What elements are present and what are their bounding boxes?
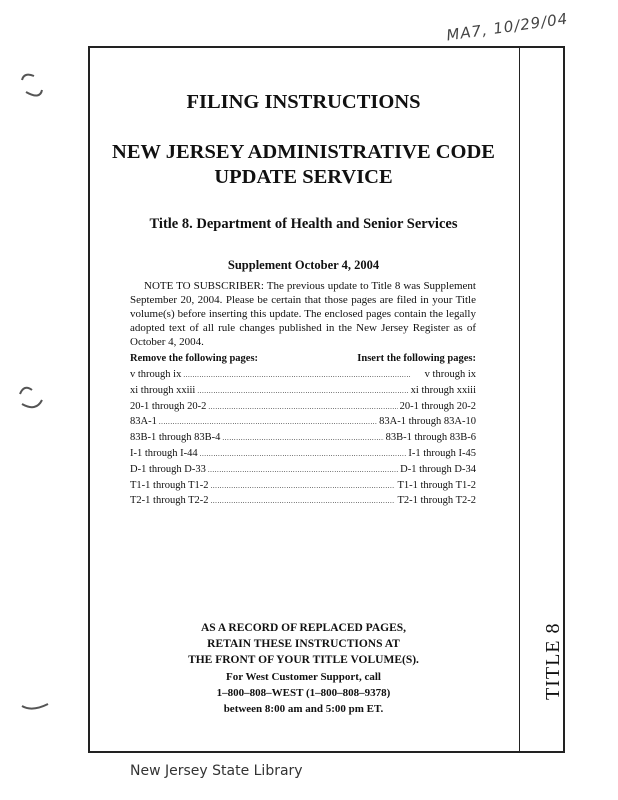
hole-punch-mark-middle (16, 384, 56, 414)
table-row (130, 448, 476, 464)
dot-leader (211, 495, 396, 506)
remove-pages: D-1 through D-33 (130, 463, 206, 475)
support-hours: between 8:00 am and 5:00 pm ET. (223, 703, 384, 715)
department-heading: Title 8. Department of Health and Senior Services (149, 216, 458, 232)
insert-pages: D-1 through D-34 (400, 463, 476, 475)
code-title-line2: UPDATE SERVICE (214, 166, 393, 188)
library-stamp: New Jersey State Library (130, 763, 303, 779)
insert-pages: T2-1 through T2-2 (397, 495, 476, 507)
table-row (130, 369, 476, 385)
support-line: For West Customer Support, call (226, 671, 381, 683)
remove-pages: T2-1 through T2-2 (130, 495, 209, 507)
record-line: AS A RECORD OF REPLACED PAGES, (200, 622, 407, 634)
support-phone: 1–800–808–WEST (1–800–808–9378) (216, 687, 391, 699)
remove-pages: 83B-1 through 83B-4 (130, 432, 221, 444)
pages-table-header (130, 353, 476, 364)
record-line: THE FRONT OF YOUR TITLE VOLUME(S). (188, 654, 419, 666)
insert-pages: v through ix (424, 369, 476, 380)
dot-leader (208, 401, 397, 412)
dot-leader (159, 416, 377, 427)
dot-leader (222, 432, 383, 443)
hole-punch-mark-bottom (18, 694, 58, 718)
insert-pages: 20-1 through 20-2 (399, 400, 476, 412)
supplement-date: Supplement October 4, 2004 (227, 258, 380, 272)
table-row (130, 480, 476, 496)
subscriber-note: NOTE TO SUBSCRIBER: The previous update to Title 8 was Supplement September 20, 2004. Please be certain that those pages are filed in your Title volume(s) before inserting this update. The enclosed pages contain the legally adopted text of all rule changes published in the New Jersey Register as of October 4, 2004. (130, 280, 476, 349)
dot-leader (197, 385, 408, 396)
remove-pages: 83A-1 (130, 416, 157, 428)
hole-punch-mark-top (18, 72, 58, 102)
table-row (130, 495, 476, 511)
remove-header: Remove the following pages: (130, 353, 259, 364)
insert-pages: xi through xxiii (410, 384, 476, 396)
code-title-line1: NEW JERSEY ADMINISTRATIVE CODE (112, 141, 495, 163)
remove-pages: T1-1 through T1-2 (130, 479, 209, 491)
table-row (130, 416, 476, 432)
table-row (130, 432, 476, 448)
record-line: RETAIN THESE INSTRUCTIONS AT (207, 638, 400, 650)
remove-pages: v through ix (130, 369, 182, 380)
customer-support-info (88, 669, 519, 717)
record-instructions (88, 620, 519, 668)
insert-pages: 83A-1 through 83A-10 (379, 416, 476, 428)
handwritten-note: MA7, 10/29/04 (445, 9, 570, 45)
dot-leader (208, 464, 398, 475)
tab-divider-line (519, 46, 520, 753)
table-row (130, 464, 476, 480)
insert-header: Insert the following pages: (357, 353, 476, 364)
dot-leader (183, 369, 422, 380)
table-row (130, 401, 476, 417)
remove-pages: 20-1 through 20-2 (130, 400, 207, 412)
page-title: FILING INSTRUCTIONS (186, 91, 421, 113)
table-row (130, 385, 476, 401)
pages-table (130, 369, 476, 511)
spine-title-label: TITLE 8 (542, 622, 564, 700)
dot-leader (200, 448, 407, 459)
dot-leader (211, 480, 396, 491)
insert-pages: T1-1 through T1-2 (397, 479, 476, 491)
insert-pages: I-1 through I-45 (408, 447, 476, 459)
remove-pages: I-1 through I-44 (130, 447, 198, 459)
remove-pages: xi through xxiii (130, 384, 196, 396)
insert-pages: 83B-1 through 83B-6 (385, 432, 476, 444)
